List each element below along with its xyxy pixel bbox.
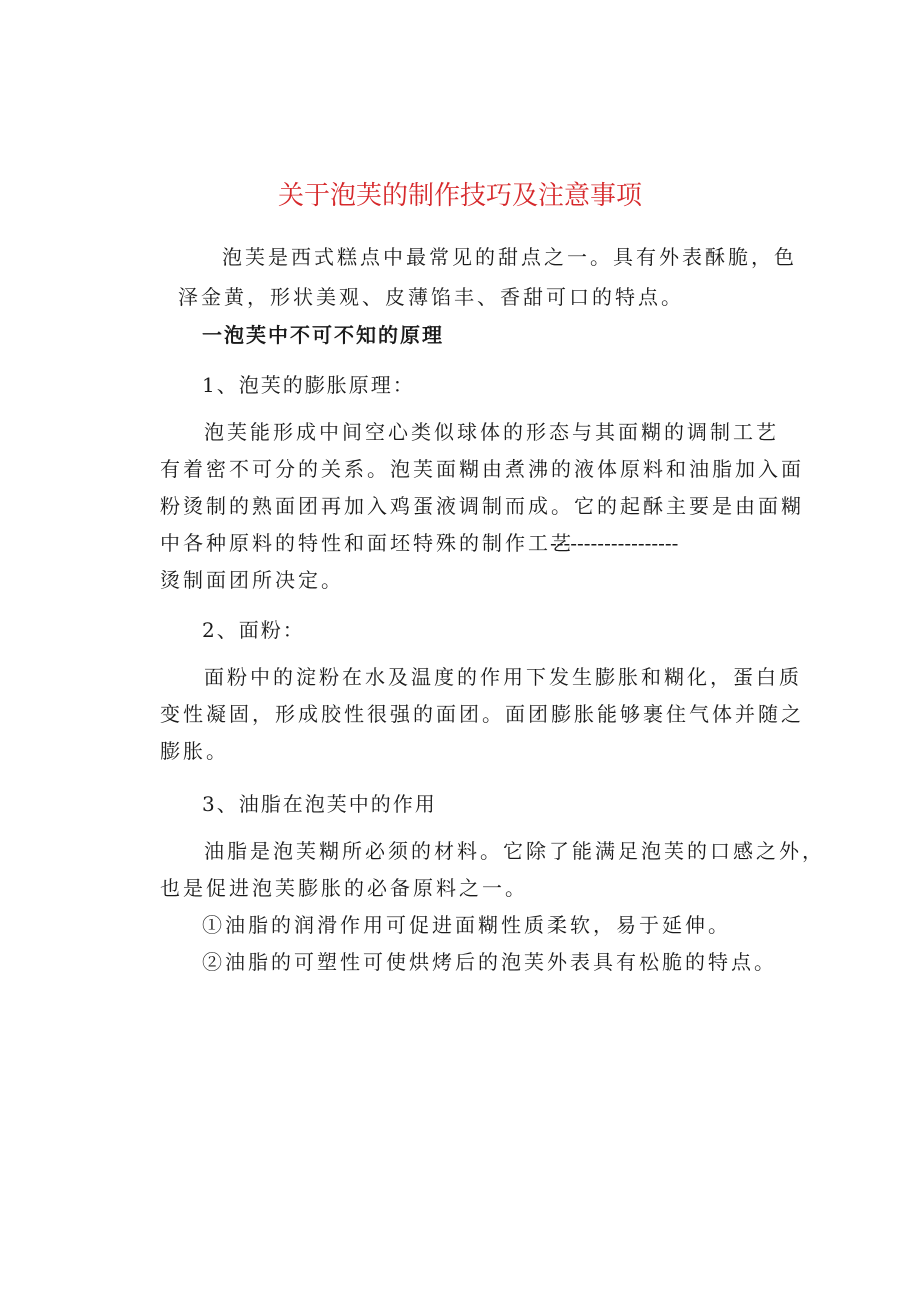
paragraph-line: 中各种原料的特性和面坯特殊的制作工艺	[160, 531, 574, 555]
paragraph-line: 面粉中的淀粉在水及温度的作用下发生膨胀和糊化，蛋白质	[204, 665, 802, 689]
subheading-fat-role: 3、油脂在泡芙中的作用	[202, 792, 437, 816]
paragraph-line: 泡芙能形成中间空心类似球体的形态与其面糊的调制工艺	[204, 420, 779, 444]
dash-leader: -------------------	[550, 531, 679, 555]
paragraph-line: 有着密不可分的关系。泡芙面糊由煮沸的液体原料和油脂加入面	[160, 457, 804, 481]
subheading-flour: 2、面粉：	[202, 618, 305, 642]
intro-line-1: 泡芙是西式糕点中最常见的甜点之一。具有外表酥脆，色	[222, 245, 797, 269]
paragraph-line: 也是促进泡芙膨胀的必备原料之一。	[160, 876, 528, 900]
paragraph-line: 粉烫制的熟面团再加入鸡蛋液调制而成。它的起酥主要是由面糊	[160, 494, 804, 518]
list-item: ②油脂的可塑性可使烘烤后的泡芙外表具有松脆的特点。	[202, 950, 777, 974]
subheading-expansion-principle: 1、泡芙的膨胀原理：	[202, 373, 415, 397]
list-item: ①油脂的润滑作用可促进面糊性质柔软，易于延伸。	[202, 913, 731, 937]
section-heading-principles: 一泡芙中不可不知的原理	[202, 323, 444, 347]
paragraph-line: 膨胀。	[160, 739, 229, 763]
intro-line-2: 泽金黄，形状美观、皮薄馅丰、香甜可口的特点。	[178, 285, 684, 309]
paragraph-line: 变性凝固，形成胶性很强的面团。面团膨胀能够裹住气体并随之	[160, 702, 804, 726]
paragraph-line: 烫制面团所决定。	[160, 568, 344, 592]
paragraph-line: 油脂是泡芙糊所必须的材料。它除了能满足泡芙的口感之外，	[204, 839, 825, 863]
document-title: 关于泡芙的制作技巧及注意事项	[277, 181, 642, 211]
